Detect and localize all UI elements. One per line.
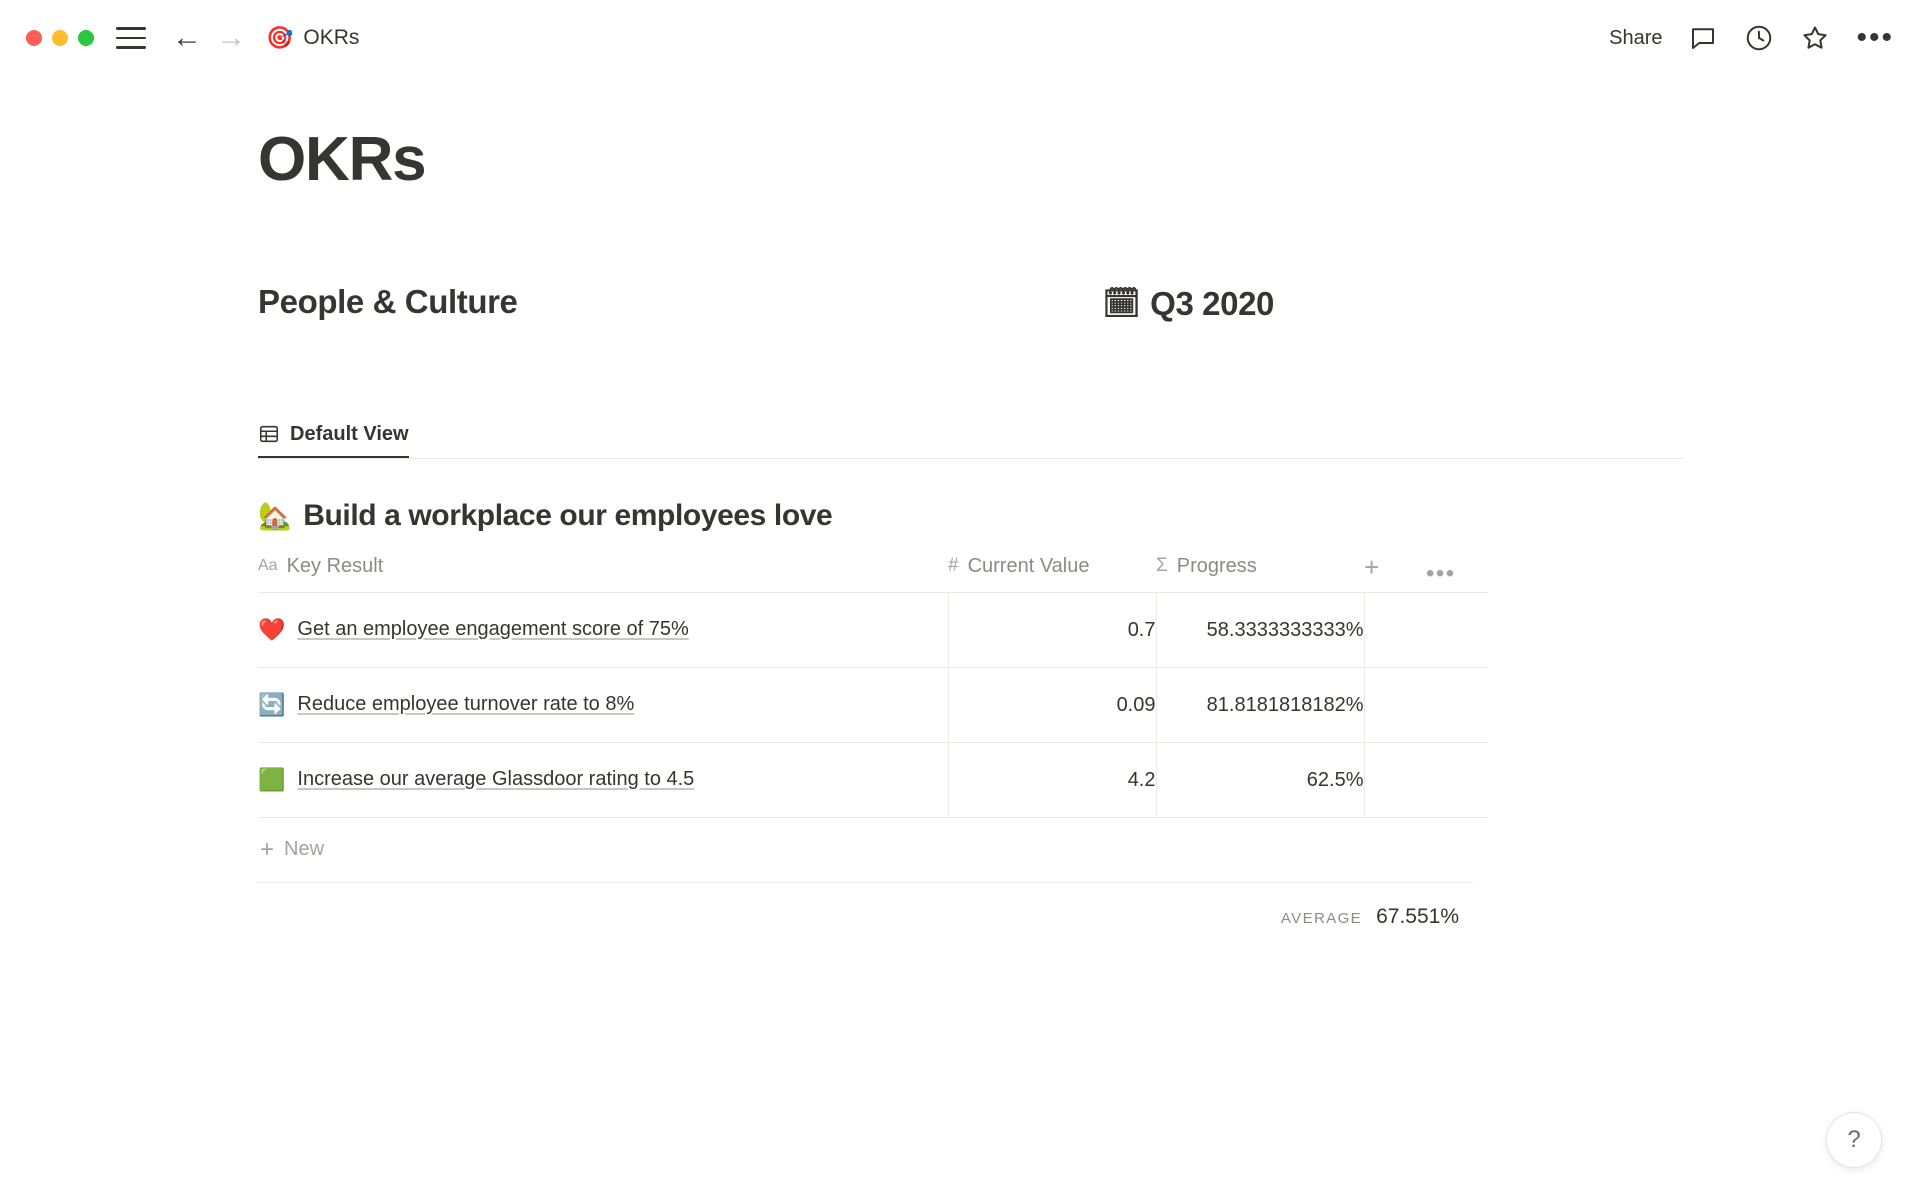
page-title: OKRs: [258, 125, 426, 194]
new-row-label: New: [284, 838, 325, 860]
column-header-progress-label: Progress: [1176, 554, 1257, 577]
cell-progress: 62.5%: [1156, 742, 1364, 817]
column-header-current-value[interactable]: [948, 555, 1156, 593]
section-heading: People & Culture: [258, 283, 518, 320]
formula-property-icon: Σ: [1156, 555, 1168, 576]
row-icon: 🟩: [258, 766, 286, 792]
cell-spacer: [1364, 742, 1426, 817]
titlebar-actions: [1609, 23, 1894, 53]
objective-title-row: [258, 499, 1683, 533]
summary-label[interactable]: AVERAGE: [1280, 909, 1363, 927]
row-icon: ❤️: [258, 616, 286, 642]
calendar-icon: 🗓: [1102, 287, 1141, 320]
comment-icon[interactable]: [1688, 23, 1718, 53]
column-header-progress[interactable]: [1156, 555, 1364, 593]
table-row[interactable]: [258, 592, 1488, 667]
plus-icon: +: [260, 835, 275, 863]
new-row-button[interactable]: [258, 818, 1473, 883]
share-button[interactable]: Share: [1609, 26, 1663, 49]
tab-default-view-label: Default View: [290, 422, 409, 445]
help-button[interactable]: ?: [1826, 1112, 1882, 1168]
key-result-link[interactable]: Get an employee engagement score of 75%: [297, 618, 689, 640]
cell-spacer: [1364, 592, 1426, 667]
traffic-light-buttons[interactable]: [26, 30, 94, 46]
cell-spacer-end: [1426, 592, 1488, 667]
page-content: [0, 124, 1920, 929]
table-summary-row: [258, 883, 1473, 929]
key-results-table: [258, 551, 1488, 818]
tab-default-view[interactable]: [258, 423, 409, 458]
column-header-key-result-label: Key Result: [286, 554, 384, 577]
objective-icon: 🏡: [258, 500, 292, 531]
table-header-row: [258, 555, 1488, 593]
cell-current-value[interactable]: 0.09: [948, 667, 1156, 742]
cell-spacer-end: [1426, 667, 1488, 742]
text-property-icon: Aa: [258, 557, 278, 574]
section-header-row: [258, 283, 1608, 323]
key-result-link[interactable]: Reduce employee turnover rate to 8%: [297, 693, 635, 715]
cell-spacer-end: [1426, 742, 1488, 817]
favorite-star-icon[interactable]: [1800, 23, 1830, 53]
table-more-options-button[interactable]: •••: [1426, 555, 1488, 593]
summary-value: 67.551%: [1376, 904, 1459, 928]
cell-progress: 81.8181818182%: [1156, 667, 1364, 742]
key-result-link[interactable]: Increase our average Glassdoor rating to 4.5: [297, 768, 695, 790]
breadcrumb[interactable]: OKRs: [303, 26, 360, 49]
cell-key-result[interactable]: [258, 667, 948, 742]
objective-title: Build a workplace our employees love: [303, 498, 833, 532]
table-row[interactable]: [258, 742, 1488, 817]
column-header-key-result[interactable]: [258, 555, 948, 593]
window-titlebar: [0, 0, 1920, 76]
close-window-icon[interactable]: [26, 30, 42, 46]
row-icon: 🔄: [258, 691, 286, 717]
table-row[interactable]: [258, 667, 1488, 742]
cell-key-result[interactable]: [258, 742, 948, 817]
cell-current-value[interactable]: 0.7: [948, 592, 1156, 667]
history-clock-icon[interactable]: [1744, 23, 1774, 53]
cell-key-result[interactable]: [258, 592, 948, 667]
sidebar-toggle-icon[interactable]: [116, 23, 150, 53]
cell-progress: 58.3333333333%: [1156, 592, 1364, 667]
zoom-window-icon[interactable]: [78, 30, 94, 46]
database-view-tabs: [258, 415, 1683, 459]
number-property-icon: #: [948, 555, 959, 576]
column-header-current-value-label: Current Value: [967, 554, 1090, 577]
page-more-options-icon[interactable]: •••: [1856, 21, 1894, 54]
table-view-icon: [258, 423, 280, 445]
minimize-window-icon[interactable]: [52, 30, 68, 46]
quarter-label: Q3 2020: [1150, 284, 1274, 322]
navigate-back-icon[interactable]: ←: [172, 21, 202, 54]
database-block: [258, 415, 1683, 929]
navigate-forward-icon[interactable]: →: [216, 21, 246, 54]
quarter-heading: [1102, 285, 1274, 323]
breadcrumb-page-icon: 🎯: [266, 25, 294, 50]
cell-spacer: [1364, 667, 1426, 742]
add-column-button[interactable]: +: [1364, 555, 1426, 593]
cell-current-value[interactable]: 4.2: [948, 742, 1156, 817]
